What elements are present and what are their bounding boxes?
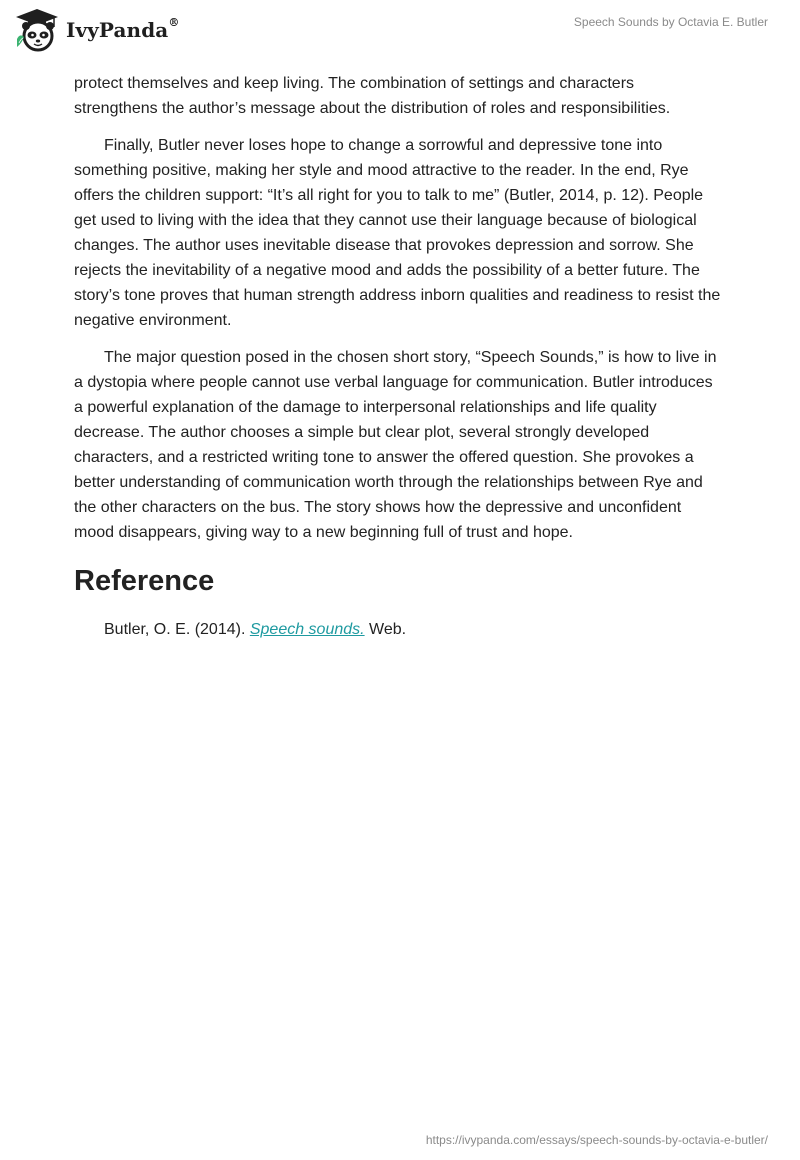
reference-heading: Reference [74, 565, 215, 597]
ivypanda-logo[interactable] [14, 7, 179, 53]
paragraph-continued: protect themselves and keep living. The combination of settings and characters strengthens the author’s message about the distribution of roles and responsibilities. [74, 75, 671, 117]
registered-mark: ® [168, 16, 180, 29]
reference-suffix: Web. [364, 621, 407, 638]
logo-wordmark [66, 18, 179, 42]
logo-text: IvyPanda [66, 18, 169, 42]
essay-content [74, 71, 722, 642]
paragraph: The major question posed in the chosen short story, “Speech Sounds,” is how to live in a dystopia where people cannot use verbal language for communication. Butler introduces a powerful explanation of the damage to interpersonal relationships and life quality decrease. The author chooses a simple but clear plot, several strongly developed characters, and a restricted writing tone to answer the offered question. She provokes a better understanding of communication worth through the relationships between Rye and the other characters on the bus. The story shows how the depressive and unconfident mood disappears, giving way to a new beginning full of trust and hope. [74, 349, 717, 541]
page-header [0, 0, 800, 64]
reference-entry [74, 617, 722, 642]
reference-authors: Butler, O. E. (2014). [104, 621, 250, 638]
panda-graduate-icon [14, 7, 60, 53]
footer-url[interactable]: https://ivypanda.com/essays/speech-sounds-by-octavia-e-butler/ [425, 1133, 768, 1147]
reference-link[interactable]: Speech sounds. [249, 621, 365, 638]
running-title: Speech Sounds by Octavia E. Butler [573, 15, 768, 29]
paragraph: Finally, Butler never loses hope to change a sorrowful and depressive tone into something positive, making her style and mood attractive to the reader. In the end, Rye offers the children support: “It’s all right for you to talk to me” (Butler, 2014, p. 12). People get used to living with the idea that they cannot use their language because of biological changes. The author uses inevitable disease that provokes depression and sorrow. She rejects the inevitability of a negative mood and adds the possibility of a better future. The story’s tone proves that human strength address inborn qualities and readiness to resist the negative environment. [74, 137, 721, 329]
